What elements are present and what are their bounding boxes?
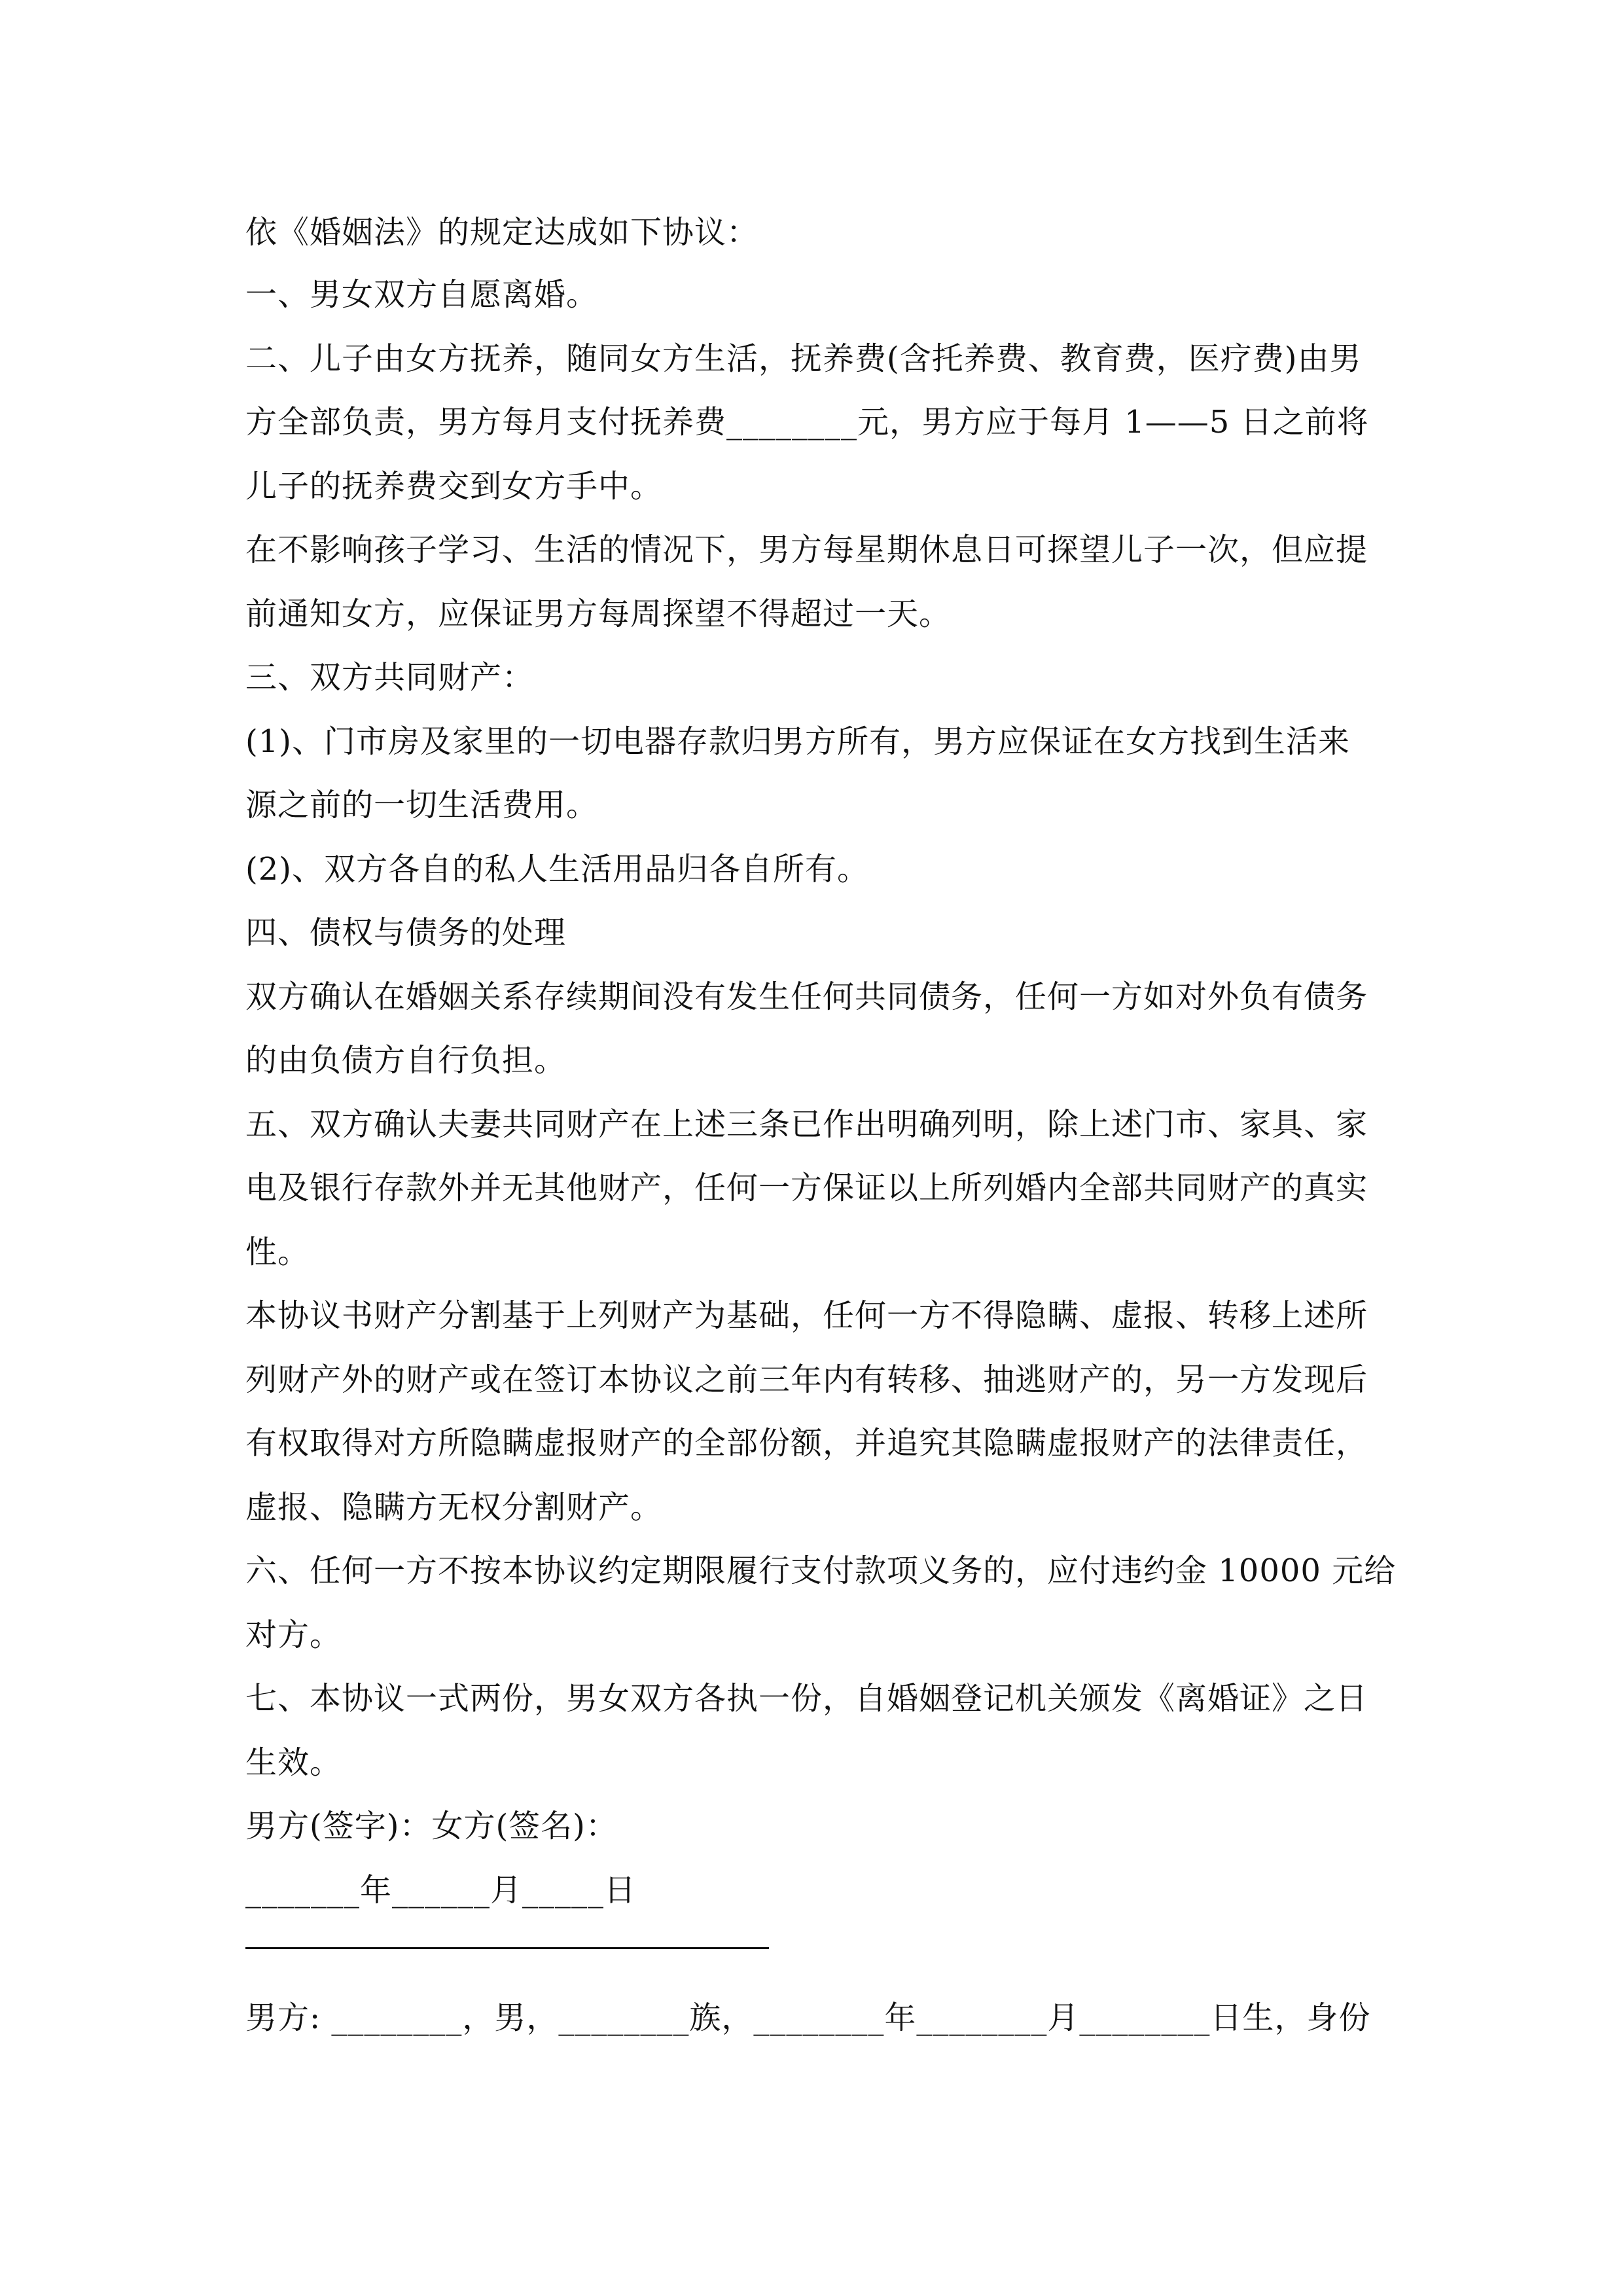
- text-line: 虚报、隐瞒方无权分割财产。: [245, 1489, 663, 1526]
- text-line: 电及银行存款外并无其他财产，任何一方保证以上所列婚内全部共同财产的真实: [245, 1170, 1368, 1206]
- text-line: 有权取得对方所隐瞒虚报财产的全部份额，并追究其隐瞒虚报财产的法律责任，: [245, 1425, 1368, 1462]
- text-line: 依《婚姻法》的规定达成如下协议：: [245, 214, 759, 251]
- text-line: 二、儿子由女方抚养，随同女方生活，抚养费(含托养费、教育费，医疗费)由男: [245, 340, 1362, 377]
- text-line: 列财产外的财产或在签订本协议之前三年内有转移、抽逃财产的，另一方发现后: [245, 1361, 1368, 1398]
- text-line: (2)、双方各自的私人生活用品归各自所有。: [245, 851, 869, 888]
- text-line: 五、双方确认夫妻共同财产在上述三条已作出明确列明，除上述门市、家具、家: [245, 1106, 1368, 1143]
- text-line: (1)、门市房及家里的一切电器存款归男方所有，男方应保证在女方找到生活来: [245, 723, 1350, 760]
- text-line: 七、本协议一式两份，男女双方各执一份，自婚姻登记机关颁发《离婚证》之日: [245, 1680, 1368, 1717]
- date-line: _______年______月_____日: [245, 1872, 637, 1909]
- text-line: 源之前的一切生活费用。: [245, 787, 599, 823]
- text-line: 对方。: [245, 1617, 342, 1653]
- signature-line: 男方(签字)：女方(签名)：: [245, 1808, 618, 1844]
- text-line: 性。: [245, 1234, 310, 1270]
- text-line: 生效。: [245, 1744, 342, 1781]
- party-info-line: 男方: ________，男，________族，________年________月________日生，身份: [245, 2000, 1371, 2036]
- text-line: 一、男女双方自愿离婚。: [245, 276, 599, 313]
- text-line: 的由负债方自行负担。: [245, 1042, 567, 1079]
- text-line: 在不影响孩子学习、生活的情况下，男方每星期休息日可探望儿子一次，但应提: [245, 531, 1368, 568]
- text-line: 本协议书财产分割基于上列财产为基础，任何一方不得隐瞒、虚报、转移上述所: [245, 1297, 1368, 1334]
- text-line: 六、任何一方不按本协议约定期限履行支付款项义务的，应付违约金 10000 元给: [245, 1552, 1397, 1589]
- text-line: 儿子的抚养费交到女方手中。: [245, 468, 663, 505]
- text-line: 方全部负责，男方每月支付抚养费________元，男方应于每月 1——5 日之前将: [245, 404, 1369, 440]
- text-line: 前通知女方，应保证男方每周探望不得超过一天。: [245, 596, 952, 632]
- horizontal-rule: [245, 1947, 769, 1949]
- text-line: 四、债权与债务的处理: [245, 914, 567, 951]
- text-line: 三、双方共同财产：: [245, 659, 535, 696]
- text-line: 双方确认在婚姻关系存续期间没有发生任何共同债务，任何一方如对外负有债务: [245, 978, 1368, 1015]
